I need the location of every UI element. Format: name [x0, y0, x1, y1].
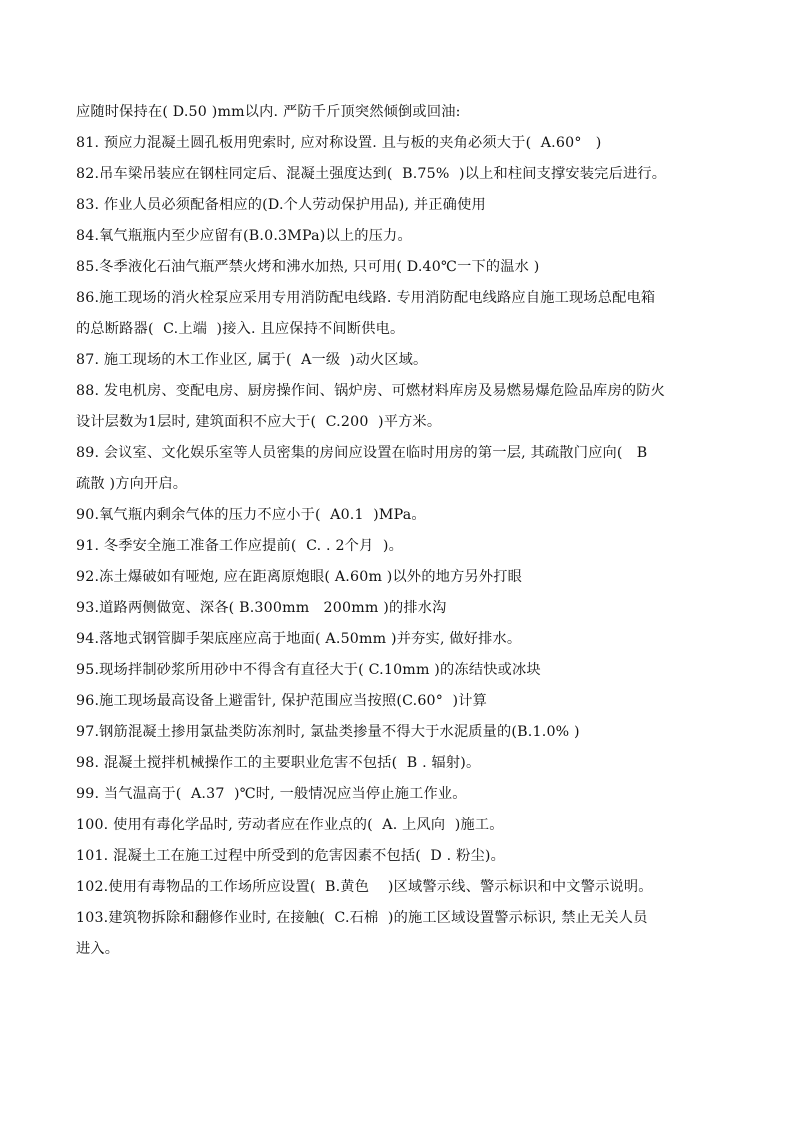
text-line: 103.建筑物拆除和翻修作业时, 在接触( C.石棉 )的施工区域设置警示标识, 禁止无关人员 — [76, 910, 648, 926]
text-line: 97.钢筋混凝土掺用氯盐类防冻剂时, 氯盐类掺量不得大于水泥质量的(B.1.0% ) — [76, 724, 580, 740]
text-line: 疏散 )方向开启。 — [76, 476, 188, 492]
text-line: 83. 作业人员必须配备相应的(D.个人劳动保护用品), 并正确使用 — [76, 197, 486, 213]
text-line: 设计层数为1层时, 建筑面积不应大于( C.200 )平方米。 — [76, 414, 442, 430]
text-line: 89. 会议室、文化娱乐室等人员密集的房间应设置在临时用房的第一层, 其疏散门应向( B — [76, 445, 648, 461]
text-line: 100. 使用有毒化学品时, 劳动者应在作业点的( A. 上风向 )施工。 — [76, 817, 504, 833]
text-line: 85.冬季液化石油气瓶严禁火烤和沸水加热, 只可用( D.40℃一下的温水 ) — [76, 259, 540, 275]
text-line: 94.落地式钢管脚手架底座应高于地面( A.50mm )并夯实, 做好排水。 — [76, 631, 522, 647]
text-line: 92.冻土爆破如有哑炮, 应在距离原炮眼( A.60m )以外的地方另外打眼 — [76, 569, 523, 585]
text-line: 86.施工现场的消火栓泵应采用专用消防配电线路. 专用消防配电线路应自施工现场总配电箱 — [76, 290, 656, 306]
text-line: 84.氧气瓶瓶内至少应留有(B.0.3MPa)以上的压力。 — [76, 228, 412, 244]
document-body — [76, 97, 726, 965]
text-line: 88. 发电机房、变配电房、厨房操作间、锅炉房、可燃材料库房及易燃易爆危险品库房的防火 — [76, 383, 665, 399]
text-line: 101. 混凝土工在施工过程中所受到的危害因素不包括( D . 粉尘)。 — [76, 848, 505, 864]
text-line: 99. 当气温高于( A.37 )℃时, 一般情况应当停止施工作业。 — [76, 786, 467, 802]
text-line: 98. 混凝土搅拌机械操作工的主要职业危害不包括( B . 辐射)。 — [76, 755, 481, 771]
text-line: 87. 施工现场的木工作业区, 属于( A一级 )动火区域。 — [76, 352, 428, 368]
text-line: 96.施工现场最高设备上避雷针, 保护范围应当按照(C.60° )计算 — [76, 693, 488, 709]
text-line: 81. 预应力混凝土圆孔板用兜索时, 应对称设置. 且与板的夹角必须大于( A.60° ) — [76, 135, 602, 151]
text-line: 102.使用有毒物品的工作场所应设置( B.黄色 )区域警示线、警示标识和中文警示说明。 — [76, 879, 653, 895]
text-line: 93.道路两侧做宽、深各( B.300mm 200mm )的排水沟 — [76, 600, 447, 616]
text-line: 进入。 — [76, 941, 120, 957]
text-line: 91. 冬季安全施工准备工作应提前( C. . 2个月 )。 — [76, 538, 403, 554]
text-line: 90.氧气瓶内剩余气体的压力不应小于( A0.1 )MPa。 — [76, 507, 426, 523]
text-line: 的总断路器( C.上端 )接入. 且应保持不间断供电。 — [76, 321, 405, 337]
text-line: 95.现场拌制砂浆所用砂中不得含有直径大于( C.10mm )的冻结快或冰块 — [76, 662, 541, 678]
text-line: 82.吊车梁吊装应在钢柱同定后、混凝土强度达到( B.75% )以上和柱间支撑安装完后进行。 — [76, 166, 667, 182]
text-line: 应随时保持在( D.50 )mm以内. 严防千斤顶突然倾倒或回油: — [76, 104, 461, 120]
